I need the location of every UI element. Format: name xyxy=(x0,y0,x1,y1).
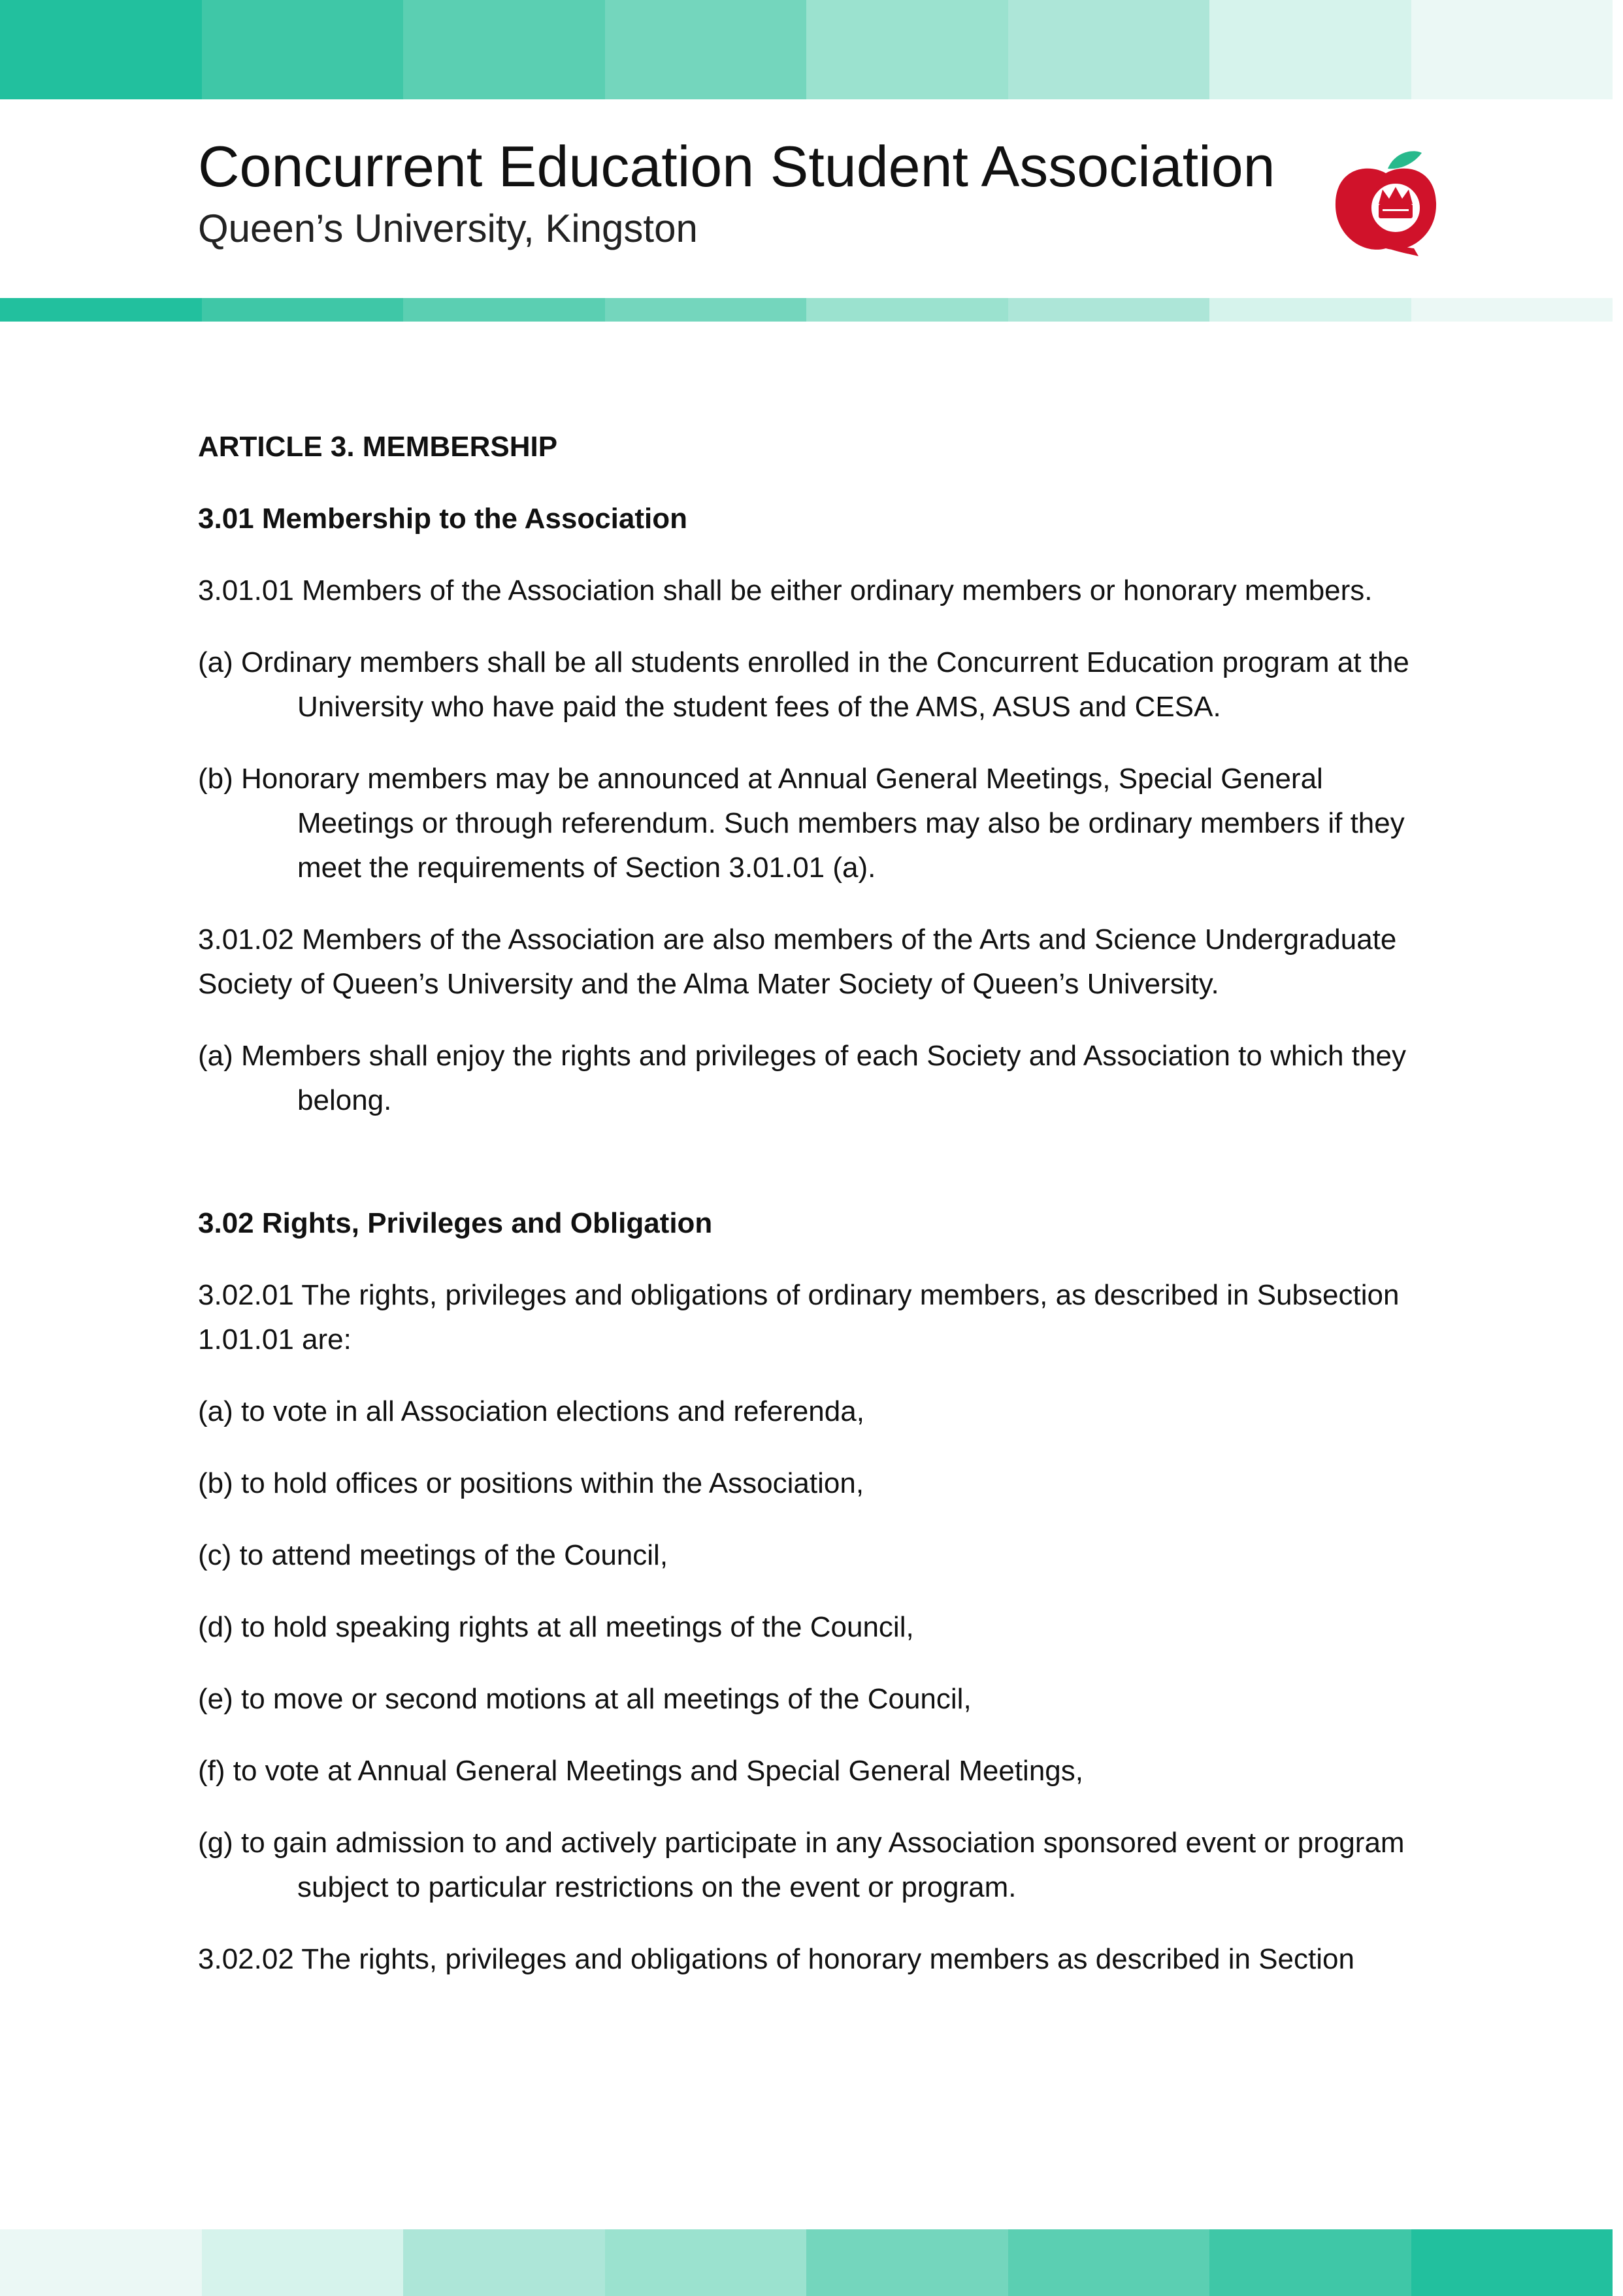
band-block xyxy=(605,0,807,99)
band-block xyxy=(1209,298,1411,322)
section-heading: 3.02 Rights, Privileges and Obligation xyxy=(198,1207,713,1239)
band-block xyxy=(1411,2229,1613,2296)
band-block xyxy=(1008,298,1210,322)
band-block xyxy=(1008,2229,1210,2296)
band-block xyxy=(1411,298,1613,322)
document-subtitle: Queen’s University, Kingston xyxy=(198,207,698,250)
list-item: (a) Ordinary members shall be all students enrolled in the Concurrent Education program at the University who have paid the student fees of the AMS, ASUS and CESA. xyxy=(198,646,1409,723)
band-block xyxy=(605,298,807,322)
list-item: (a) to vote in all Association elections and referenda, xyxy=(198,1395,864,1427)
list-item: (a) Members shall enjoy the rights and privileges of each Society and Association to which they belong. xyxy=(198,1040,1406,1116)
paragraph: 3.01.02 Members of the Association are also members of the Arts and Science Undergraduate Society of Queen’s University and the Alma Mater Society of Queen’s University. xyxy=(198,923,1397,1000)
article-heading: ARTICLE 3. MEMBERSHIP xyxy=(198,431,558,463)
band-block xyxy=(806,0,1008,99)
paragraph: 3.01.01 Members of the Association shall be either ordinary members or honorary members. xyxy=(198,574,1373,607)
band-block xyxy=(202,0,404,99)
band-block xyxy=(605,2229,807,2296)
document-body xyxy=(198,425,1439,2009)
band-block xyxy=(0,298,202,322)
band-block xyxy=(403,2229,605,2296)
band-block xyxy=(1008,0,1210,99)
band-block xyxy=(1209,2229,1411,2296)
list-item: (g) to gain admission to and actively participate in any Association sponsored event or program subject to particular restrictions on the event or program. xyxy=(198,1827,1405,1903)
band-block xyxy=(806,298,1008,322)
list-item: (e) to move or second motions at all meetings of the Council, xyxy=(198,1683,972,1715)
list-item: (b) Honorary members may be announced at Annual General Meetings, Special General Meetings or through referendum. Such members may also be ordinary members if they meet the requirements of Section 3.01.01 (a). xyxy=(198,763,1405,884)
bottom-color-band xyxy=(0,2229,1613,2296)
band-block xyxy=(806,2229,1008,2296)
band-block xyxy=(403,0,605,99)
band-block xyxy=(403,298,605,322)
list-item: (f) to vote at Annual General Meetings and Special General Meetings, xyxy=(198,1755,1083,1787)
apple-crown-logo-icon xyxy=(1330,144,1441,258)
top-color-band xyxy=(0,0,1613,99)
list-item: (b) to hold offices or positions within the Association, xyxy=(198,1467,864,1499)
document-title: Concurrent Education Student Association xyxy=(198,134,1275,199)
section-heading: 3.01 Membership to the Association xyxy=(198,503,687,535)
band-block xyxy=(1411,0,1613,99)
paragraph: 3.02.01 The rights, privileges and obligations of ordinary members, as described in Subsection 1.01.01 are: xyxy=(198,1279,1400,1356)
band-block xyxy=(202,298,404,322)
header-divider-band xyxy=(0,298,1613,322)
list-item: (d) to hold speaking rights at all meetings of the Council, xyxy=(198,1611,914,1643)
band-block xyxy=(0,2229,202,2296)
paragraph: 3.02.02 The rights, privileges and obligations of honorary members as described in Section xyxy=(198,1943,1354,1975)
band-block xyxy=(0,0,202,99)
list-item: (c) to attend meetings of the Council, xyxy=(198,1539,668,1571)
band-block xyxy=(1209,0,1411,99)
band-block xyxy=(202,2229,404,2296)
